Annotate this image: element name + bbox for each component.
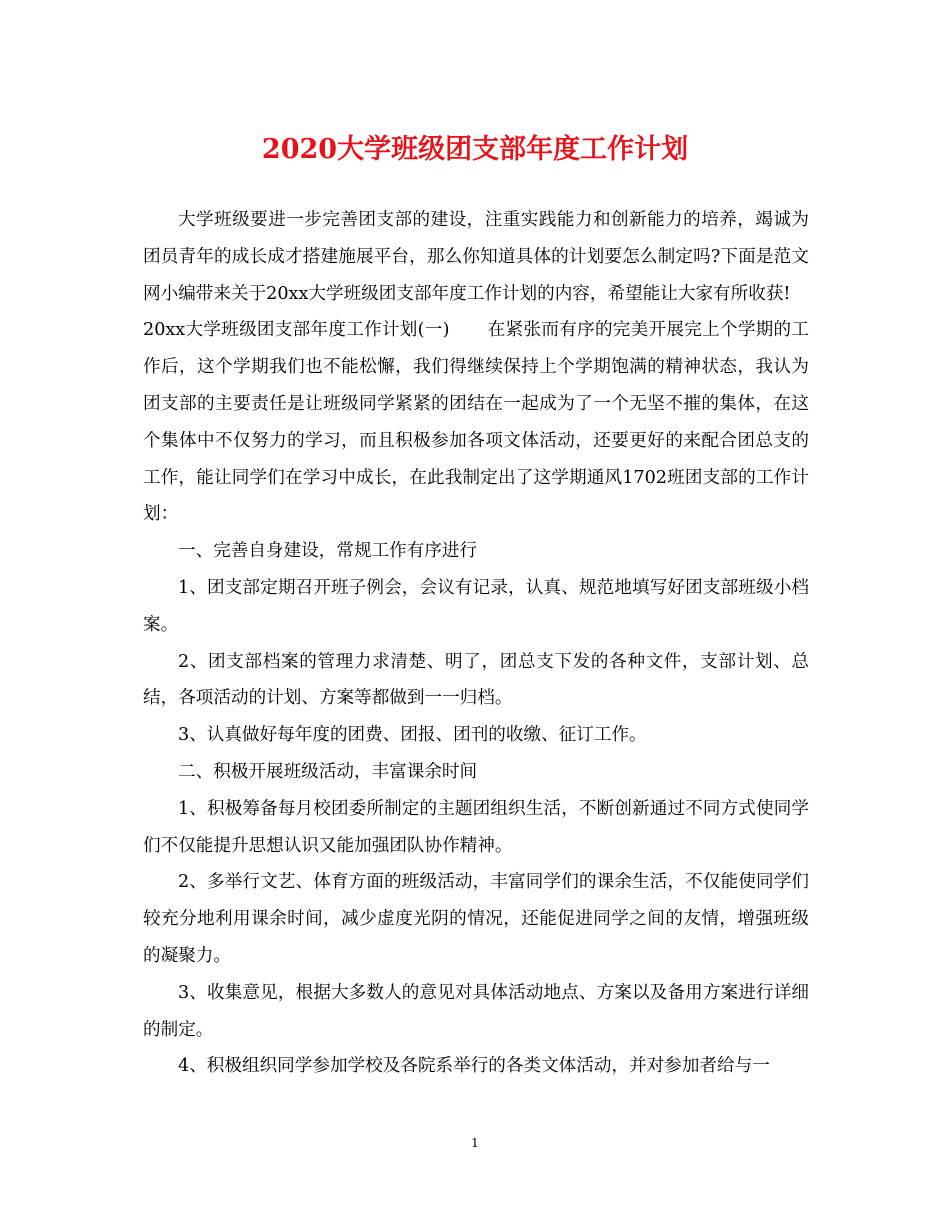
section1-item-1: 1、团支部定期召开班子例会，会议有记录，认真、规范地填写好团支部班级小档案。	[143, 577, 809, 635]
plan-intro-text: 在紧张而有序的完美开展完上个学期的工作后，这个学期我们也不能松懈，我们得继续保持上个学期饱满的精神状态，我认为团支部的主要责任是让班级同学紧紧的团结在一起成为了一个无坚不摧的集体，在这个集体中不仅努力的学习，而且积极参加各项文体活动，还要更好的来配合团总支的工作，能让同学们在学习中成长，在此我制定出了这学期通风1702班团支部的工作计划：	[143, 320, 809, 525]
section2-item-2: 2、多举行文艺、体育方面的班级活动，丰富同学们的课余生活，不仅能使同学们较充分地利用课余时间，减少虚度光阴的情况，还能促进同学之间的友情，增强班级的凝聚力。	[143, 872, 809, 966]
page-number: 1	[471, 1136, 479, 1150]
section1-item-3: 3、认真做好每年度的团费、团报、团刊的收缴、征订工作。	[178, 725, 647, 746]
section1-item-2: 2、团支部档案的管理力求清楚、明了，团总支下发的各种文件，支部计划、总结，各项活动的计划、方案等都做到一一归档。	[143, 651, 809, 709]
plan-heading: 20xx大学班级团支部年度工作计划(一)	[143, 320, 450, 341]
section2-heading: 二、积极开展班级活动，丰富课余时间	[178, 761, 478, 782]
plan-paragraph	[143, 312, 809, 533]
section2-item-4: 4、积极组织同学参加学校及各院系举行的各类文体活动，并对参加者给与一	[178, 1056, 770, 1077]
section2-item-3: 3、收集意见，根据大多数人的意见对具体活动地点、方案以及备用方案进行详细的制定。	[143, 982, 809, 1040]
document-title: 2020大学班级团支部年度工作计划	[261, 134, 689, 165]
section1-heading: 一、完善自身建设，常规工作有序进行	[178, 541, 478, 562]
document-body	[143, 202, 809, 1085]
intro-paragraph: 大学班级要进一步完善团支部的建设，注重实践能力和创新能力的培养，竭诚为团员青年的成长成才搭建施展平台，那么你知道具体的计划要怎么制定吗?下面是范文网小编带来关于20xx大学班级团支部年度工作计划的内容，希望能让大家有所收获!	[143, 210, 809, 304]
section2-item-1: 1、积极筹备每月校团委所制定的主题团组织生活，不断创新通过不同方式使同学们不仅能提升思想认识又能加强团队协作精神。	[143, 798, 809, 856]
